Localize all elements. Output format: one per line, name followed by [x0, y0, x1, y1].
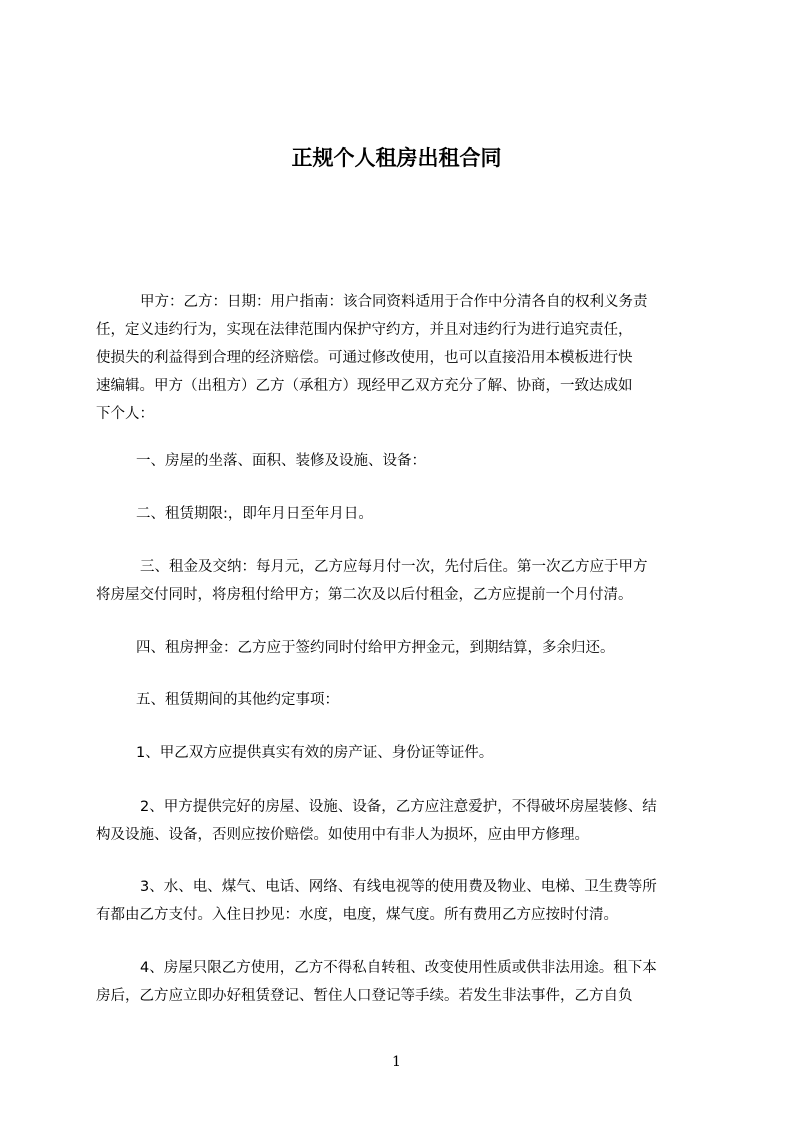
intro-line: 甲方：乙方：日期：用户指南：该合同资料适用于合作中分清各自的权利义务责 — [140, 294, 648, 310]
intro-line: 使损失的利益得到合理的经济赔偿。可通过修改使用，也可以直接沿用本模板进行快 — [96, 350, 633, 366]
section-4-paragraph — [136, 634, 615, 662]
section-2-heading — [136, 500, 373, 528]
item-4-paragraph — [96, 954, 657, 1010]
item-1-paragraph — [136, 739, 493, 767]
intro-line: 下个人： — [96, 406, 154, 422]
item-3-line: 有都由乙方支付。入住日抄见：水度，电度，煤气度。所有费用乙方应按时付清。 — [96, 907, 618, 923]
item-2-line: 2、甲方提供完好的房屋、设施、设备，乙方应注意爱护，不得破坏房屋装修、结 — [140, 799, 657, 815]
intro-line: 速编辑。甲方（出租方）乙方（承租方）现经甲乙双方充分了解、协商，一致达成如 — [96, 378, 633, 394]
section-4-text: 四、租房押金：乙方应于签约同时付给甲方押金元，到期结算，多余归还。 — [136, 640, 615, 656]
section-2-text: 二、租赁期限:，即年月日至年月日。 — [136, 506, 373, 522]
section-3-paragraph — [96, 553, 648, 609]
document-title: 正规个人租房出租合同 — [291, 146, 502, 170]
section-5-text: 五、租赁期间的其他约定事项： — [136, 692, 339, 708]
section-5-heading — [136, 686, 339, 714]
section-1-heading — [136, 447, 426, 475]
section-3-line: 三、租金及交纳：每月元，乙方应每月付一次，先付后住。第一次乙方应于甲方 — [140, 559, 648, 575]
section-1-text: 一、房屋的坐落、面积、装修及设施、设备： — [136, 453, 426, 469]
item-4-line: 房后，乙方应立即办好租赁登记、暂住人口登记等手续。若发生非法事件，乙方自负 — [96, 988, 633, 1004]
item-2-line: 构及设施、设备，否则应按价赔偿。如使用中有非人为损坏，应由甲方修理。 — [96, 827, 589, 843]
item-1-text: 1、甲乙双方应提供真实有效的房产证、身份证等证件。 — [136, 745, 494, 761]
item-3-paragraph — [96, 873, 657, 929]
item-3-line: 3、水、电、煤气、电话、网络、有线电视等的使用费及物业、电梯、卫生费等所 — [140, 879, 657, 895]
intro-line: 任，定义违约行为，实现在法律范围内保护守约方，并且对违约行为进行追究责任， — [96, 322, 633, 338]
item-4-line: 4、房屋只限乙方使用，乙方不得私自转租、改变使用性质或供非法用途。租下本 — [140, 960, 657, 976]
section-3-line: 将房屋交付同时，将房租付给甲方；第二次及以后付租金，乙方应提前一个月付清。 — [96, 587, 633, 603]
item-2-paragraph — [96, 793, 657, 849]
intro-paragraph — [96, 288, 706, 428]
page-number: 1 — [392, 1054, 401, 1070]
